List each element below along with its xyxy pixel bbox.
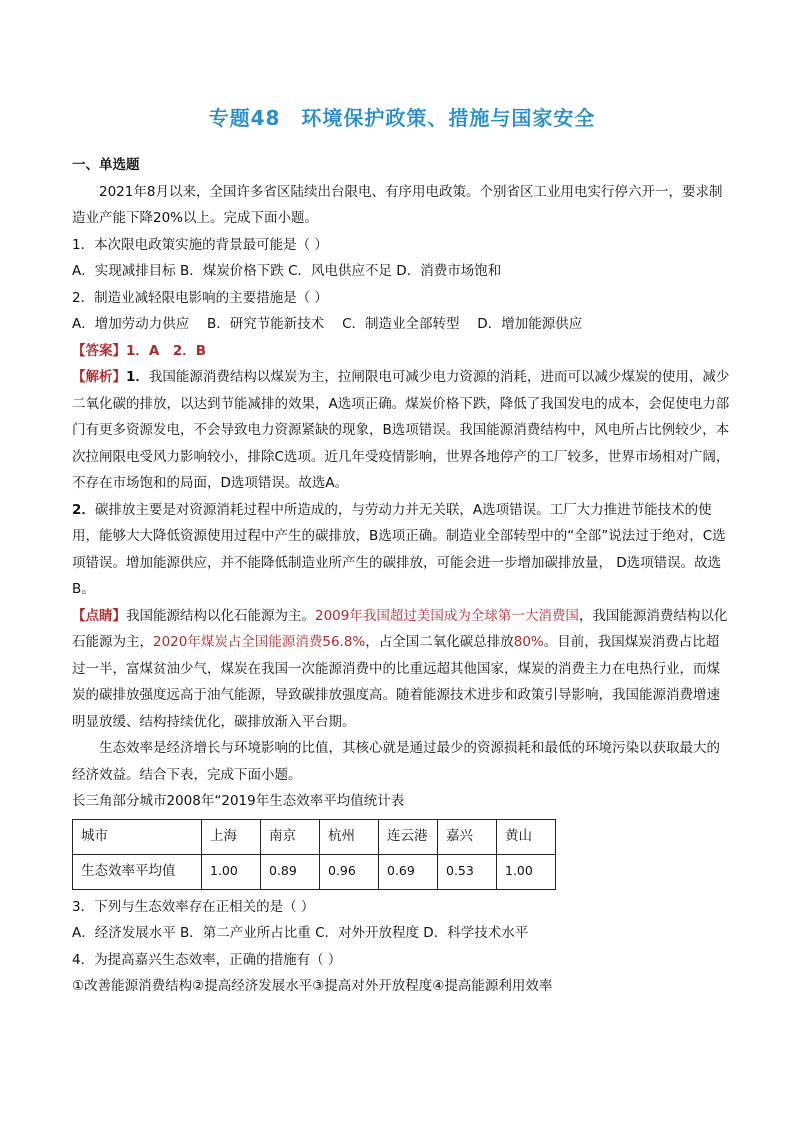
- table-caption: 长三角部分城市2008年“2019年生态效率平均值统计表: [72, 793, 405, 809]
- comment-highlight-3: 80%: [513, 634, 544, 650]
- table-header-cell: 上海: [202, 819, 261, 854]
- table-header-row: [73, 819, 556, 854]
- comment-text-1: 我国能源结构以化石能源为主。: [126, 607, 315, 624]
- analysis-2-text: 碳排放主要是对资源消耗过程中所造成的，与劳动力并无关联，A选项错误。工厂大力推进节能技术的使用，能够大大降低资源使用过程中产生的碳排放，B选项正确。制造业全部转型中的“全部”说法过于绝对，C选项错误。增加能源供应，并不能降低制造业所产生的碳排放，可能会进一步增加碳排放量， D选项错误。故选B。: [72, 501, 726, 597]
- comment-highlight-1: 2009年我国超过美国成为全球第一大消费国: [315, 607, 579, 624]
- table-cell: 1.00: [497, 854, 556, 889]
- answer-tag: 【答案】: [72, 342, 126, 359]
- table-cell: 0.89: [261, 854, 320, 889]
- question-1-stem: 1．本次限电政策实施的背景最可能是（ ）: [72, 236, 328, 253]
- comment-tag: 【点睛】: [72, 607, 126, 624]
- table-header-cell: 城市: [73, 819, 202, 854]
- table-cell: 0.96: [320, 854, 379, 889]
- analysis-1-text: 我国能源消费结构以煤炭为主，拉闸限电可减少电力资源的消耗，进而可以减少煤炭的使用，减少二氧化碳的排放，以达到节能减排的效果，A选项正确。煤炭价格下跌，降低了我国发电的成本，会促使电力部门有更多资源发电，不会导致电力资源紧缺的现象，B选项错误。我国能源消费结构中，风电所占比例较少，本次拉闸限电受风力影响较小，排除C选项。近几年受疫情影响，世界各地停产的工厂较多，世界市场相对广阔，不存在市场饱和的局面，D选项错误。故选A。: [72, 369, 730, 491]
- table-cell: 0.53: [438, 854, 497, 889]
- table-cell: 0.69: [379, 854, 438, 889]
- question-4-options: ①改善能源消费结构②提高经济发展水平③提高对外开放程度④提高能源利用效率: [72, 978, 553, 994]
- table-header-cell: 连云港: [379, 819, 438, 854]
- question-3-options: A．经济发展水平 B．第二产业所占比重 C．对外开放程度 D．科学技术水平: [72, 925, 529, 941]
- table-header-cell: 黄山: [497, 819, 556, 854]
- comment-highlight-2: 2020年煤炭占全国能源消费56.8%: [153, 634, 366, 650]
- page-title: 专题48 环境保护政策、措施与国家安全: [208, 106, 596, 130]
- question-2-stem: 2．制造业减轻限电影响的主要措施是（ ）: [72, 289, 328, 306]
- table-header-cell: 杭州: [320, 819, 379, 854]
- table-cell: 1.00: [202, 854, 261, 889]
- question-3-stem: 3．下列与生态效率存在正相关的是（ ）: [72, 898, 315, 915]
- analysis-2-lead: 2．: [72, 501, 95, 518]
- table-row: [73, 854, 556, 889]
- analysis-paragraph-1: [72, 364, 732, 497]
- analysis-tag: 【解析】: [72, 369, 126, 385]
- table-header-cell: 嘉兴: [438, 819, 497, 854]
- answer-line: [72, 338, 732, 365]
- table-cell: 生态效率平均值: [73, 854, 202, 889]
- section-heading: 一、单选题: [72, 157, 140, 173]
- eco-efficiency-table: [72, 819, 556, 890]
- question-1-options: A．实现减排目标 B．煤炭价格下跌 C．风电供应不足 D．消费市场饱和: [72, 263, 502, 279]
- comment-text-4: 。目前，我国煤炭消费占比超过一半，富煤贫油少气，煤炭在我国一次能源消费中的比重远超其他国家，煤炭的消费主力在电热行业，而煤炭的碳排放强度远高于油气能源，导致碳排放强度高。随着能源技术进步和政策引导影响，我国能源消费增速明显放缓、结构持续优化，碳排放渐入平台期。: [72, 634, 720, 730]
- comment-text-2: ，我国能源消费结构以化石能源为主，: [72, 607, 728, 650]
- intro-paragraph-1: 2021年8月以来，全国许多省区陆续出台限电、有序用电政策。个别省区工业用电实行停六开一，要求制造业产能下降20%以上。完成下面小题。: [72, 183, 723, 226]
- question-4-stem: 4．为提高嘉兴生态效率，正确的措施有（ ）: [72, 951, 342, 968]
- comment-paragraph: [72, 603, 732, 736]
- question-2-options: A．增加劳动力供应 B．研究节能新技术 C．制造业全部转型 D．增加能源供应: [72, 316, 583, 332]
- comment-text-3: ，占全国二氧化碳总排放: [365, 634, 514, 650]
- table-header-cell: 南京: [261, 819, 320, 854]
- analysis-1-lead: 1．: [126, 369, 149, 385]
- analysis-paragraph-2: [72, 497, 732, 603]
- document-body: [72, 152, 732, 1000]
- answer-text: 1．A 2．B: [126, 342, 207, 359]
- intro-paragraph-2: 生态效率是经济增长与环境影响的比值，其核心就是通过最少的资源损耗和最低的环境污染以获取最大的经济效益。结合下表，完成下面小题。: [72, 740, 720, 783]
